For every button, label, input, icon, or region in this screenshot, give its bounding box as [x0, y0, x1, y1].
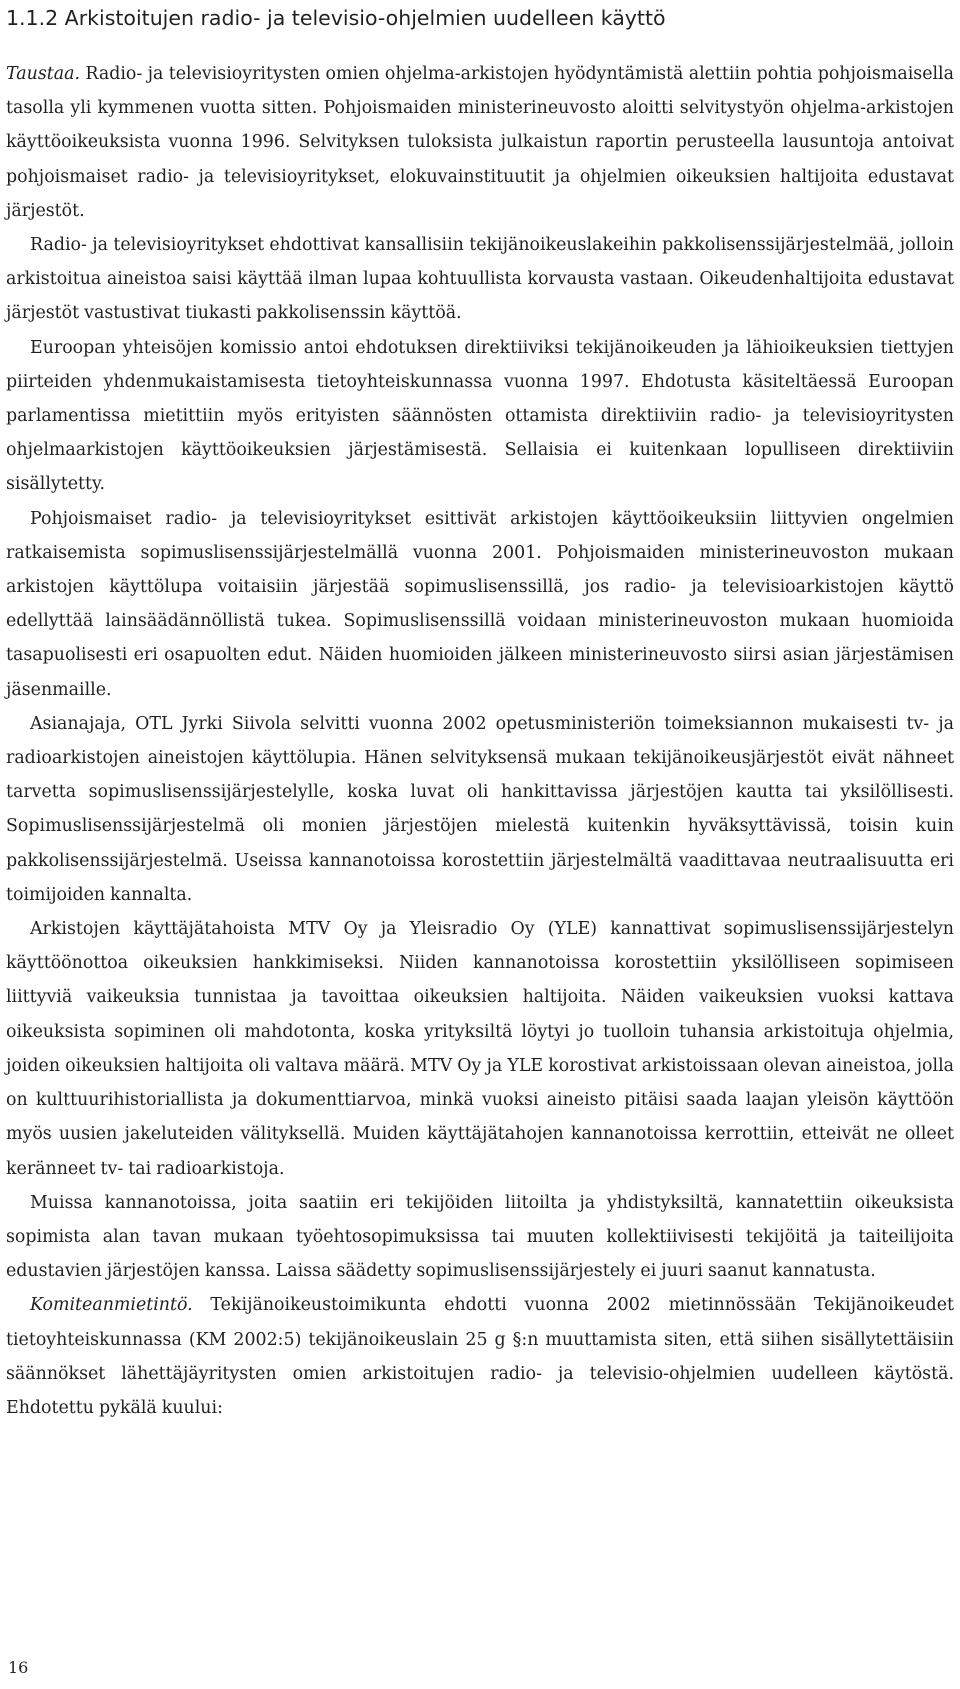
paragraph-1-lead: Taustaa.	[6, 64, 80, 84]
paragraph-4	[6, 502, 954, 707]
paragraph-6	[6, 912, 954, 1186]
body-text	[6, 57, 954, 1425]
paragraph-3-text: Euroopan yhteisöjen komissio antoi ehdotuksen direktiiviksi tekijänoikeuden ja lähioikeuksien tiettyjen piirteiden yhdenmukaistamisesta tietoyhteiskunnassa vuonna 1997. Ehdotusta käsiteltäessä Euroopan parlamentissa mietittiin myös erityisten säännösten ottamista direktiiviin radio- ja televisioyritysten ohjelmaarkistojen käyttöoikeuksien järjestämisestä. Sellaisia ei kuitenkaan lopulliseen direktiiviin sisällytetty.	[6, 337, 954, 495]
paragraph-7	[6, 1186, 954, 1289]
paragraph-1	[6, 57, 954, 228]
paragraph-6-text: Arkistojen käyttäjätahoista MTV Oy ja Yleisradio Oy (YLE) kannattivat sopimuslisenssijärjestelyn käyttöönottoa oikeuksien hankkimiseksi. Niiden kannanotoissa korostettiin yksilölliseen sopimiseen liittyviä vaikeuksia tunnistaa ja tavoittaa oikeuksien haltijoita. Näiden vaikeuksien vuoksi kattava oikeuksista sopiminen oli mahdotonta, koska yrityksiltä löytyi jo tuolloin tuhansia arkistoituja ohjelmia, joiden oikeuksien haltijoita oli valtava määrä. MTV Oy ja YLE korostivat arkistoissaan olevan aineistoa, jolla on kulttuurihistoriallista ja dokumenttiarvoa, minkä vuoksi aineisto pitäisi saada laajan yleisön käyttöön myös uusien jakeluteiden välityksellä. Muiden käyttäjätahojen kannanotoissa kerrottiin, etteivät ne olleet keränneet tv- tai radioarkistoja.	[6, 919, 954, 1179]
paragraph-8	[6, 1288, 954, 1425]
paragraph-1-text: Radio- ja televisioyritysten omien ohjelma-arkistojen hyödyntämistä alettiin pohtia pohjoismaisella tasolla yli kymmenen vuotta sitten. Pohjoismaiden ministerineuvosto aloitti selvitystyön ohjelma-arkistojen käyttöoikeuksista vuonna 1996. Selvityksen tuloksista julkaistun raportin perusteella lausuntoja antoivat pohjoismaiset radio- ja televisioyritykset, elokuvainstituutit ja ohjelmien oikeuksien haltijoita edustavat järjestöt.	[6, 64, 954, 221]
paragraph-3	[6, 331, 954, 502]
document-page	[6, 0, 954, 1425]
paragraph-5-text: Asianajaja, OTL Jyrki Siivola selvitti vuonna 2002 opetusministeriön toimeksiannon mukaisesti tv- ja radioarkistojen aineistojen käyttölupia. Hänen selvityksensä mukaan tekijänoikeusjärjestöt eivät nähneet tarvetta sopimuslisenssijärjestelylle, koska luvat oli hankittavissa järjestöjen kautta tai yksilöllisesti. Sopimuslisenssijärjestelmä oli monien järjestöjen mielestä kuitenkin hyväksyttävissä, toisin kuin pakkolisenssijärjestelmä. Useissa kannanotoissa korostettiin järjestelmältä vaadittavaa neutraalisuutta eri toimijoiden kannalta.	[6, 713, 954, 905]
page-number: 16	[8, 1658, 29, 1677]
paragraph-8-lead: Komiteanmietintö.	[30, 1295, 193, 1316]
section-heading: 1.1.2 Arkistoitujen radio- ja televisio-ohjelmien uudelleen käyttö	[6, 6, 666, 30]
paragraph-4-text: Pohjoismaiset radio- ja televisioyritykset esittivät arkistojen käyttöoikeuksiin liittyvien ongelmien ratkaisemista sopimuslisenssijärjestelmällä vuonna 2001. Pohjoismaiden ministerineuvoston mukaan arkistojen käyttölupa voitaisiin järjestää sopimuslisenssillä, jos radio- ja televisioarkistojen käyttö edellyttää lainsäädännöllistä tukea. Sopimuslisenssillä voidaan ministerineuvoston mukaan huomioida tasapuolisesti eri osapuolten edut. Näiden huomioiden jälkeen ministerineuvosto siirsi asian järjestämisen jäsenmaille.	[6, 508, 954, 700]
paragraph-2-text: Radio- ja televisioyritykset ehdottivat kansallisiin tekijänoikeuslakeihin pakkolisenssijärjestelmää, jolloin arkistoitua aineistoa saisi käyttää ilman lupaa kohtuullista korvausta vastaan. Oikeudenhaltijoita edustavat järjestöt vastustivat tiukasti pakkolisenssin käyttöä.	[6, 235, 954, 324]
paragraph-8-text: Tekijänoikeustoimikunta ehdotti vuonna 2002 mietinnössään Tekijänoikeudet tietoyhteiskunnassa (KM 2002:5) tekijänoikeuslain 25 g §:n muuttamista siten, että siihen sisällytettäisiin säännökset lähettäjäyritysten omien arkistoitujen radio- ja televisio-ohjelmien uudelleen käytöstä. Ehdotettu pykälä kuului:	[6, 1295, 954, 1418]
paragraph-2	[6, 228, 954, 331]
paragraph-7-text: Muissa kannanotoissa, joita saatiin eri tekijöiden liitoilta ja yhdistyksiltä, kannatettiin oikeuksista sopimista alan tavan mukaan työehtosopimuksissa tai muuten kollektiivisesti tekijöitä ja taiteilijoita edustavien järjestöjen kanssa. Laissa säädetty sopimuslisenssijärjestely ei juuri saanut kannatusta.	[6, 1192, 954, 1282]
paragraph-5	[6, 707, 954, 912]
